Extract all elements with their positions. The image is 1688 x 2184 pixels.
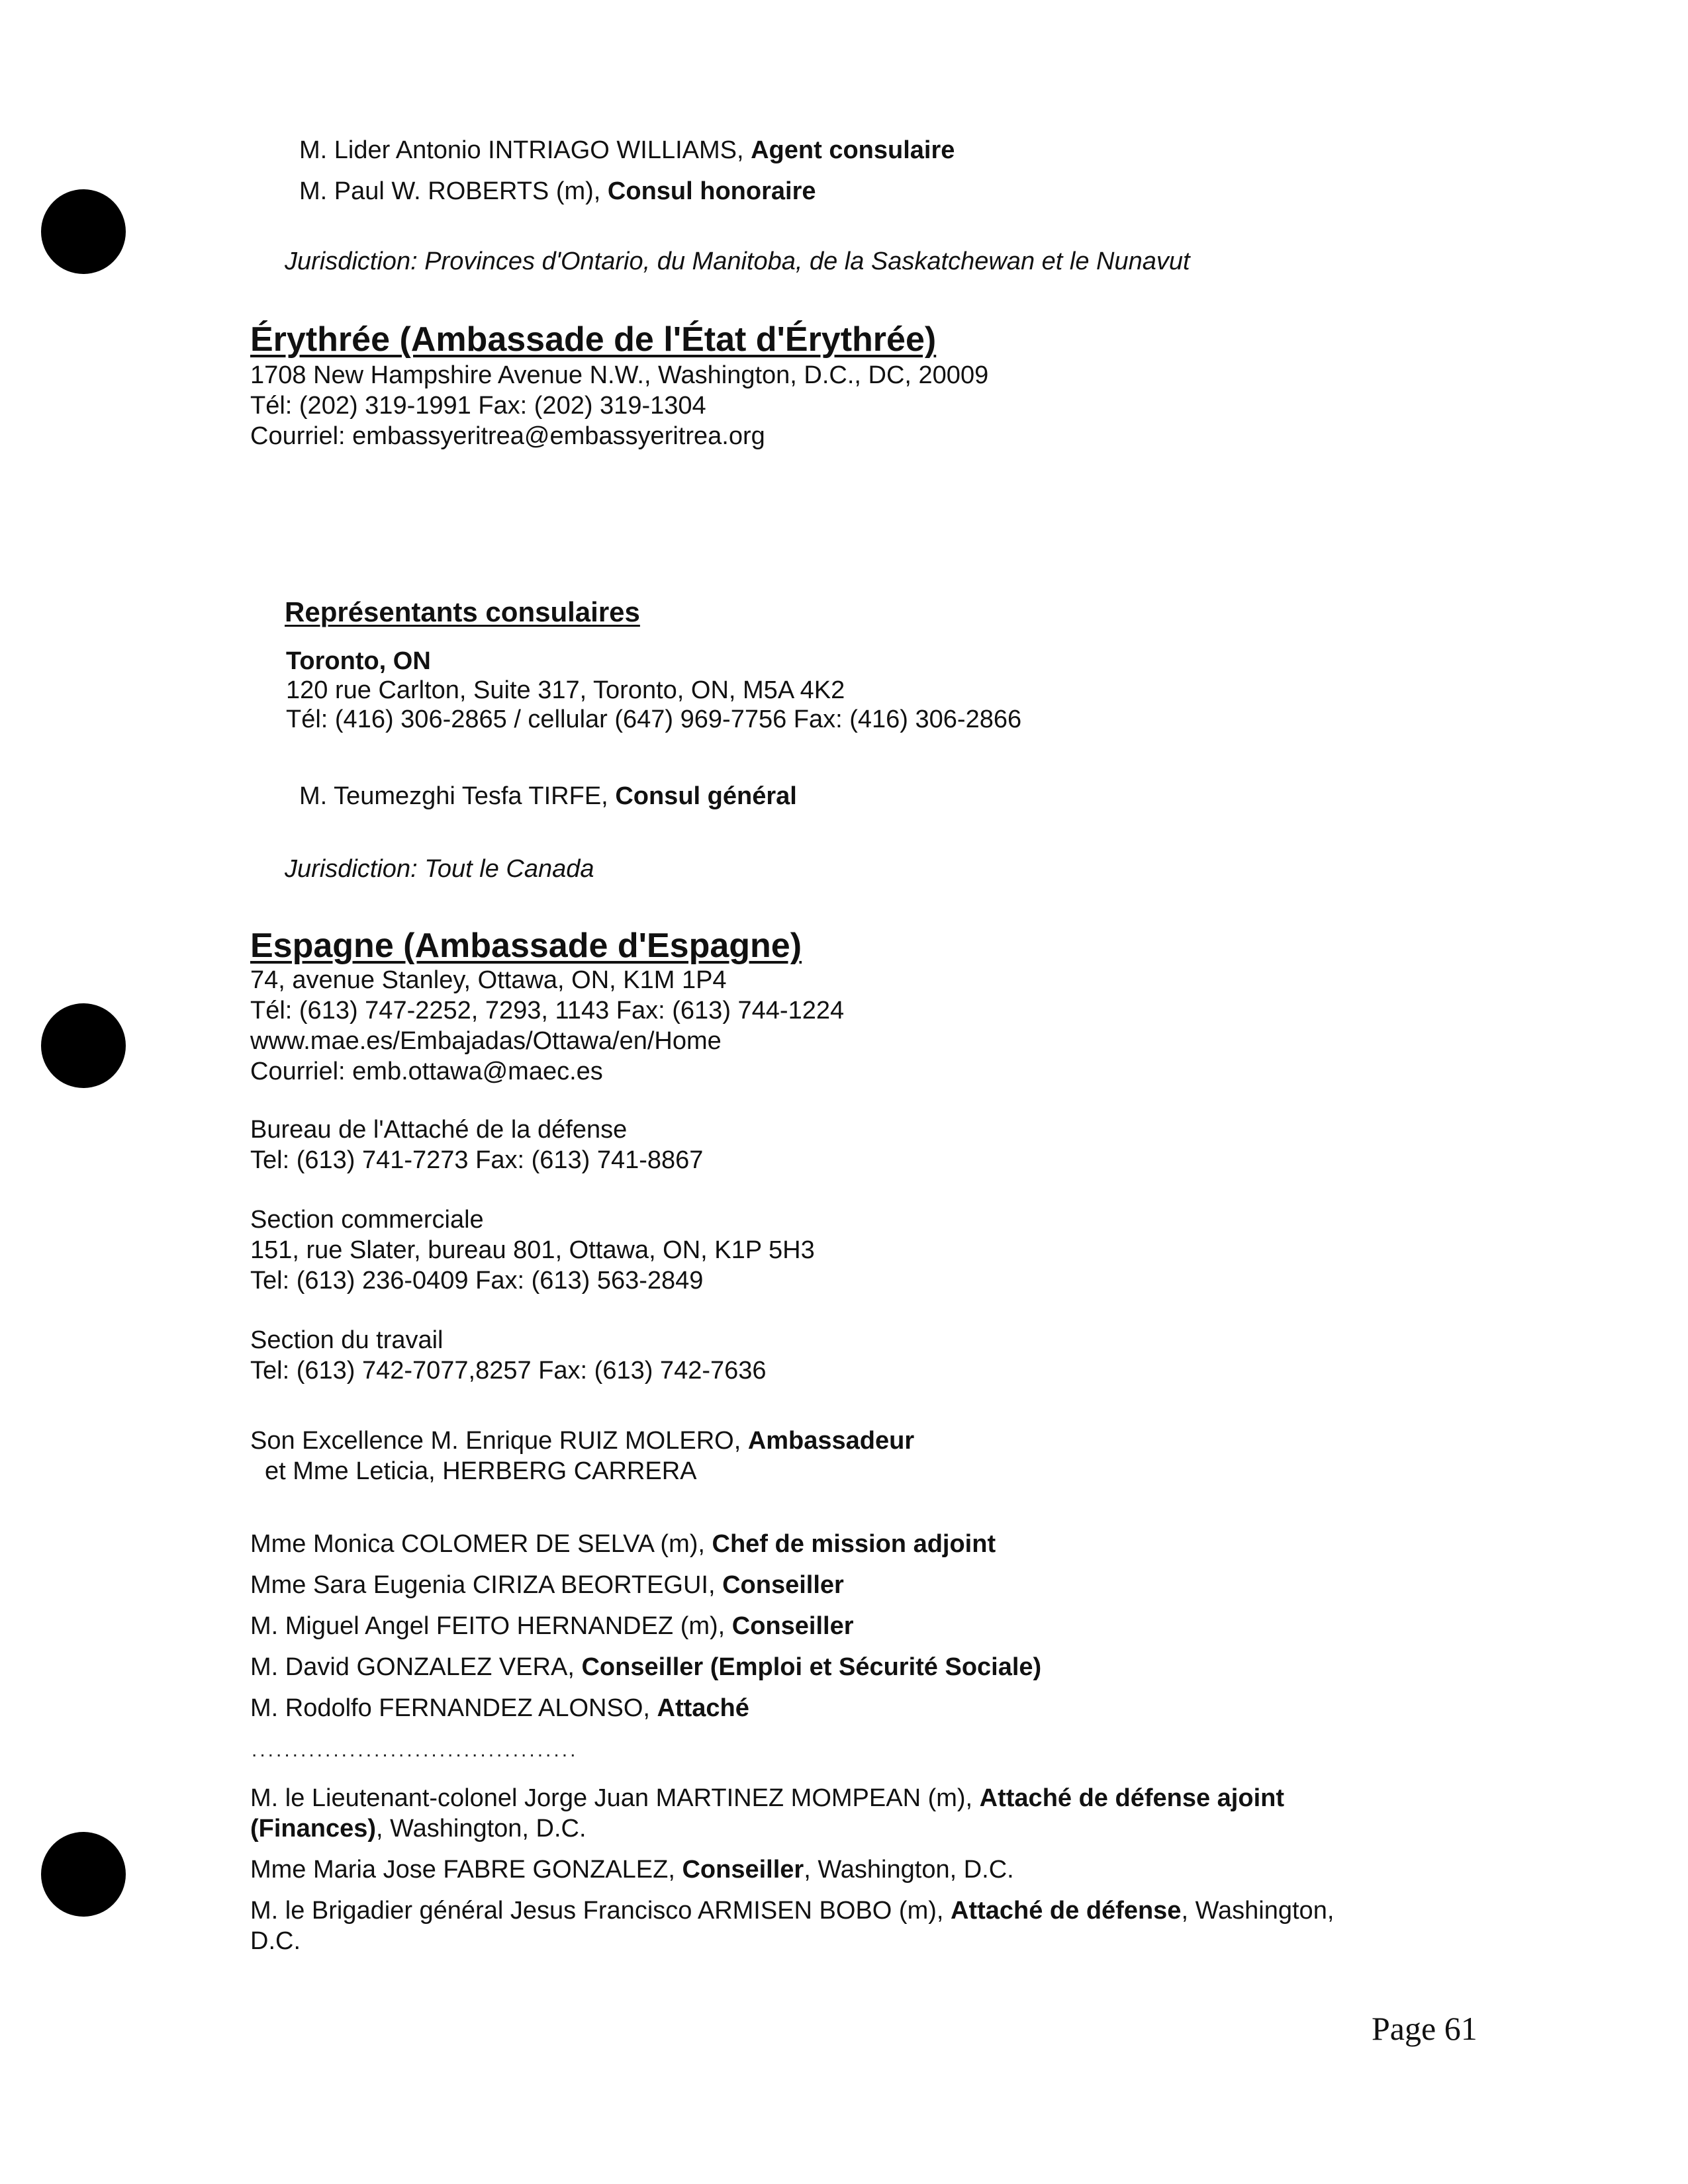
location-text: , Washington, D.C. xyxy=(804,1856,1014,1884)
person-title: Conseiller xyxy=(722,1571,844,1599)
staff-row xyxy=(250,1611,854,1641)
embassy-website: www.mae.es/Embajadas/Ottawa/en/Home xyxy=(250,1027,722,1055)
person-title: Consul général xyxy=(615,782,797,810)
embassy-email: Courriel: emb.ottawa@maec.es xyxy=(250,1058,603,1085)
person-name: Mme Sara Eugenia CIRIZA BEORTEGUI, xyxy=(250,1571,723,1599)
punch-hole-top xyxy=(41,189,126,274)
person-title: Ambassadeur xyxy=(747,1427,915,1455)
consular-representatives-heading: Représentants consulaires xyxy=(285,596,640,627)
labour-section-phone: Tel: (613) 742-7077,8257 Fax: (613) 742-7636 xyxy=(250,1357,767,1385)
punch-hole-bottom xyxy=(41,1832,126,1917)
location-text: , Washington, D.C. xyxy=(376,1815,586,1843)
person-name: M. le Lieutenant-colonel Jorge Juan MARTINEZ MOMPEAN (m), xyxy=(250,1784,980,1812)
jurisdiction-text: Jurisdiction: Tout le Canada xyxy=(285,855,594,883)
contact-line xyxy=(299,176,816,206)
person-name: M. Paul W. ROBERTS (m), xyxy=(299,177,608,205)
contact-line xyxy=(299,135,955,165)
embassy-email: Courriel: embassyeritrea@embassyeritrea.org xyxy=(250,422,765,450)
contact-line xyxy=(299,781,797,811)
staff-row-washington xyxy=(250,1783,1284,1813)
page-number: Page 61 xyxy=(1372,2010,1477,2047)
country-heading-spain: Espagne (Ambassade d'Espagne) xyxy=(250,927,802,965)
person-name: M. Rodolfo FERNANDEZ ALONSO, xyxy=(250,1694,657,1722)
staff-row-washington xyxy=(250,1895,1334,1926)
consulate-city: Toronto, ON xyxy=(286,647,431,675)
staff-row xyxy=(250,1529,996,1559)
staff-row xyxy=(250,1693,749,1723)
punch-hole-middle xyxy=(41,1003,126,1088)
person-name: M. Miguel Angel FEITO HERNANDEZ (m), xyxy=(250,1612,732,1640)
person-title: Agent consulaire xyxy=(751,136,955,164)
embassy-address: 74, avenue Stanley, Ottawa, ON, K1M 1P4 xyxy=(250,966,727,994)
commercial-section-phone: Tel: (613) 236-0409 Fax: (613) 563-2849 xyxy=(250,1267,704,1295)
commercial-section-address: 151, rue Slater, bureau 801, Ottawa, ON, K1P 5H3 xyxy=(250,1236,815,1264)
person-name: M. Teumezghi Tesfa TIRFE, xyxy=(299,782,616,810)
ambassador-spouse: et Mme Leticia, HERBERG CARRERA xyxy=(265,1457,697,1485)
location-text: , Washington, xyxy=(1181,1897,1335,1925)
staff-row-washington-cont xyxy=(250,1813,586,1844)
person-name: Son Excellence M. Enrique RUIZ MOLERO, xyxy=(250,1427,748,1455)
defense-office-label: Bureau de l'Attaché de la défense xyxy=(250,1116,628,1144)
person-title: Conseiller xyxy=(731,1612,854,1640)
consulate-phone: Tél: (416) 306-2865 / cellular (647) 969-7756 Fax: (416) 306-2866 xyxy=(286,705,1022,733)
embassy-phone: Tél: (202) 319-1991 Fax: (202) 319-1304 xyxy=(250,392,706,420)
person-title: Attaché xyxy=(657,1694,749,1722)
embassy-address: 1708 New Hampshire Avenue N.W., Washington, D.C., DC, 20009 xyxy=(250,361,989,389)
defense-office-phone: Tel: (613) 741-7273 Fax: (613) 741-8867 xyxy=(250,1146,704,1174)
person-title: Attaché de défense ajoint xyxy=(979,1784,1284,1812)
person-name: Mme Monica COLOMER DE SELVA (m), xyxy=(250,1530,712,1558)
country-heading-eritrea: Érythrée (Ambassade de l'État d'Érythrée) xyxy=(250,320,937,359)
person-title: Conseiller xyxy=(682,1856,804,1884)
ambassador-line xyxy=(250,1426,914,1456)
embassy-phone: Tél: (613) 747-2252, 7293, 1143 Fax: (613) 744-1224 xyxy=(250,997,845,1024)
person-title: Chef de mission adjoint xyxy=(712,1530,996,1558)
consulate-address: 120 rue Carlton, Suite 317, Toronto, ON, M5A 4K2 xyxy=(286,676,845,704)
labour-section-label: Section du travail xyxy=(250,1326,444,1354)
person-title: Attaché de défense xyxy=(951,1897,1182,1925)
person-title: Conseiller (Emploi et Sécurité Sociale) xyxy=(581,1653,1042,1681)
person-title: Consul honoraire xyxy=(607,177,816,205)
staff-row xyxy=(250,1570,844,1600)
staff-row xyxy=(250,1652,1041,1682)
person-name: M. le Brigadier général Jesus Francisco ARMISEN BOBO (m), xyxy=(250,1897,951,1925)
dotted-separator: ........................................ xyxy=(252,1739,579,1761)
person-title: (Finances) xyxy=(250,1815,377,1843)
person-name: M. David GONZALEZ VERA, xyxy=(250,1653,582,1681)
person-name: Mme Maria Jose FABRE GONZALEZ, xyxy=(250,1856,682,1884)
commercial-section-label: Section commerciale xyxy=(250,1206,484,1234)
person-name: M. Lider Antonio INTRIAGO WILLIAMS, xyxy=(299,136,751,164)
staff-row-washington-cont: D.C. xyxy=(250,1927,301,1955)
staff-row-washington xyxy=(250,1854,1014,1885)
jurisdiction-text: Jurisdiction: Provinces d'Ontario, du Manitoba, de la Saskatchewan et le Nunavut xyxy=(285,248,1190,275)
